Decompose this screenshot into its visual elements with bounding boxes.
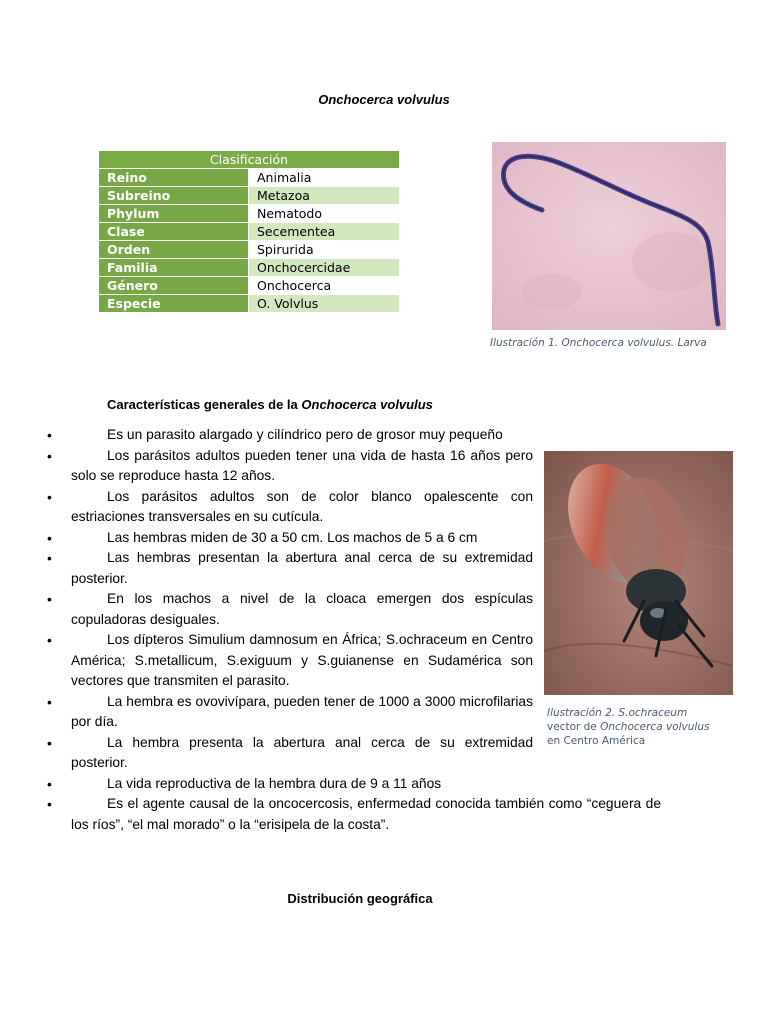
- list-item-text: La hembra es ovovivípara, pueden tener de 1000 a 3000 microfilarias por día.: [71, 693, 533, 729]
- bullet-icon: •: [47, 550, 52, 566]
- class-value: Spirurida: [249, 241, 400, 259]
- bullet-icon: •: [47, 693, 52, 710]
- class-value: O. Volvlus: [249, 295, 400, 313]
- list-item: [0, 425, 768, 446]
- list-item-text: Los parásitos adultos son de color blanco opalescente con estriaciones transversales en su cutícula.: [71, 488, 533, 524]
- bullet-icon: •: [47, 529, 52, 546]
- list-item-text: Los dípteros Simulium damnosum en África; S.ochraceum en Centro América; S.metallicum, S.exiguum y S.guianense en Sudamérica son vectores que transmiten el parasito.: [71, 632, 533, 688]
- figure1-caption: Ilustración 1. Onchocerca volvulus. Larva: [490, 337, 707, 349]
- list-item: [0, 794, 768, 835]
- list-item: [0, 446, 768, 487]
- class-key: Clase: [99, 223, 249, 241]
- figure2-caption-prefix: vector de: [547, 721, 601, 733]
- list-item-text: Es el agente causal de la oncocercosis, enfermedad conocida también como “ceguera de los ríos”, “el mal morado” o la “erisipela de la costa”.: [71, 796, 661, 832]
- list-item-text: Las hembras presentan la abertura anal cerca de su extremidad posterior.: [71, 550, 533, 586]
- class-key: Phylum: [99, 205, 249, 223]
- list-item-text: La hembra presenta la abertura anal cerca de su extremidad posterior.: [71, 734, 533, 770]
- section-heading: [107, 397, 433, 412]
- bullet-icon: •: [47, 591, 52, 607]
- classification-table: [99, 151, 399, 313]
- class-key: Familia: [99, 259, 249, 277]
- section-heading-text: Características generales de la: [107, 397, 302, 412]
- class-key: Especie: [99, 295, 249, 313]
- bullet-icon: •: [47, 775, 52, 792]
- list-item-text: Las hembras miden de 30 a 50 cm. Los machos de 5 a 6 cm: [107, 529, 478, 545]
- class-value: Onchocercidae: [249, 259, 400, 277]
- class-key: Reino: [99, 169, 249, 187]
- list-item: [0, 774, 768, 795]
- bullet-icon: •: [47, 632, 52, 648]
- list-item-text: En los machos a nivel de la cloaca emergen dos espículas copuladoras desiguales.: [71, 591, 533, 627]
- list-item: [0, 630, 768, 692]
- classification-header: Clasificación: [99, 151, 399, 169]
- list-item: [0, 528, 768, 549]
- class-key: Subreino: [99, 187, 249, 205]
- figure2-caption-species: Onchocerca volvulus: [600, 721, 710, 733]
- list-item-text: La vida reproductiva de la hembra dura de 9 a 11 años: [107, 775, 442, 791]
- list-item-text: Los parásitos adultos pueden tener una vida de hasta 16 años pero solo se reproduce hasta 12 años.: [71, 447, 533, 483]
- page-title: Onchocerca volvulus: [318, 92, 450, 107]
- class-key: Orden: [99, 241, 249, 259]
- class-value: Secementea: [249, 223, 400, 241]
- class-key: Género: [99, 277, 249, 295]
- class-value: Metazoa: [249, 187, 400, 205]
- figure2-caption-line1: Ilustración 2. S.ochraceum: [547, 707, 688, 719]
- distribution-heading: Distribución geográfica: [287, 891, 433, 906]
- bullet-icon: •: [47, 796, 52, 812]
- bullet-icon: •: [47, 734, 52, 751]
- characteristics-list: [0, 425, 768, 835]
- list-item-text: Es un parasito alargado y cilíndrico pero de grosor muy pequeño: [107, 427, 503, 442]
- bullet-icon: •: [47, 488, 52, 505]
- list-item: [0, 548, 768, 589]
- section-heading-italic: Onchocerca volvulus: [301, 397, 433, 412]
- figure2-caption-line3: en Centro América: [547, 735, 646, 747]
- larva-micrograph: [492, 142, 726, 330]
- list-item: [0, 692, 768, 733]
- list-item: [0, 589, 768, 630]
- class-value: Onchocerca: [249, 277, 400, 295]
- bullet-icon: •: [47, 427, 52, 443]
- class-value: Animalia: [249, 169, 400, 187]
- bullet-icon: •: [47, 447, 52, 464]
- list-item: [0, 487, 768, 528]
- list-item: [0, 733, 768, 774]
- class-value: Nematodo: [249, 205, 400, 223]
